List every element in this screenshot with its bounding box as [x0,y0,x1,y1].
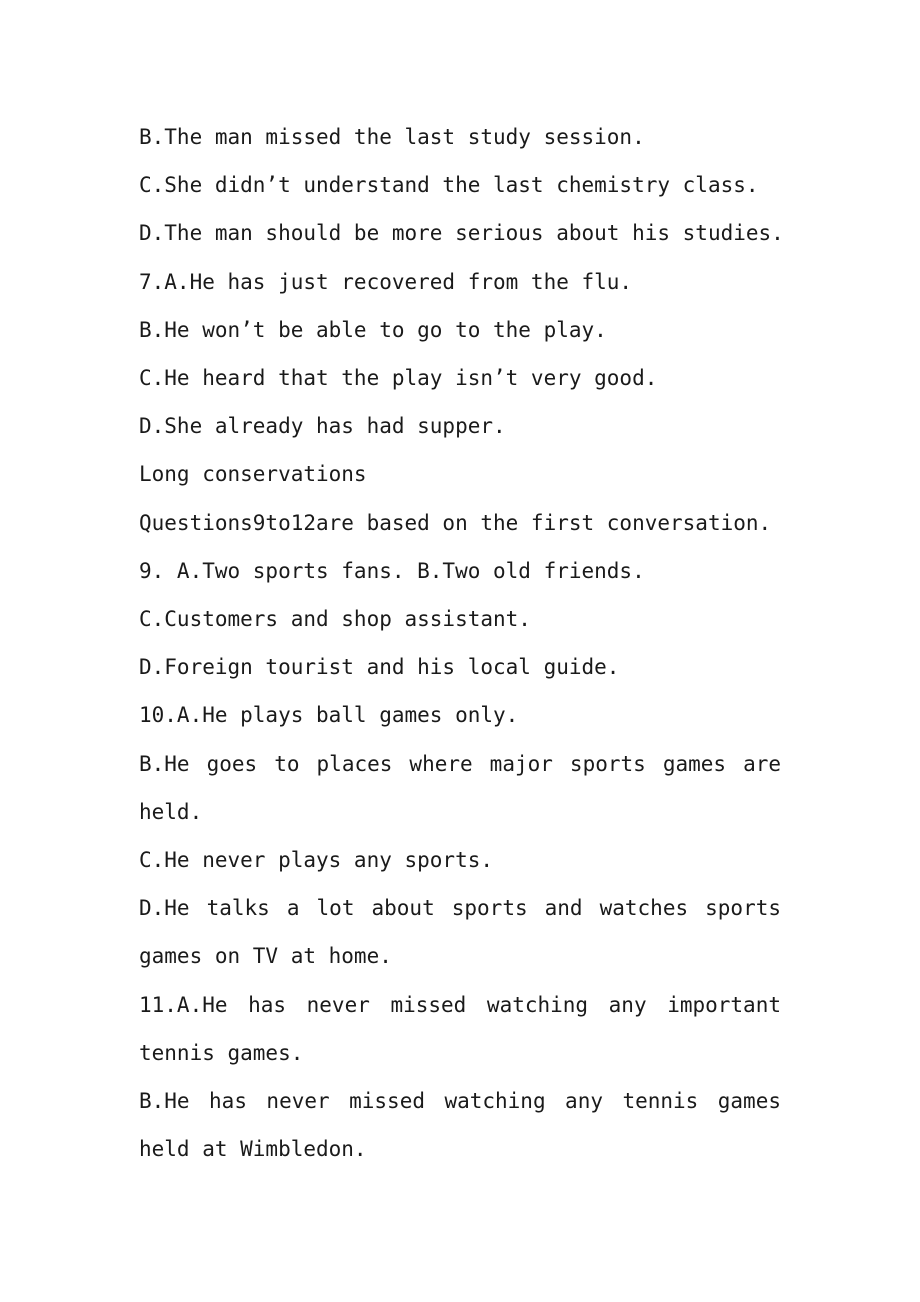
option-line: B.He has never missed watching any tennis games [139,1089,781,1114]
option-line: B.He goes to places where major sports games are [139,751,781,776]
section-instruction: Questions9to12are based on the first conversation. [139,510,772,535]
option-line: C.He heard that the play isn’t very good. [139,366,658,391]
option-line-continuation: tennis games. [139,1040,304,1065]
question-line: 10.A.He plays ball games only. [139,703,519,728]
question-line: 9. A.Two sports fans. B.Two old friends. [139,558,645,583]
option-line: C.He never plays any sports. [139,848,494,873]
question-line: 7.A.He has just recovered from the flu. [139,269,633,294]
option-line: C.She didn’t understand the last chemistry class. [139,173,759,198]
section-heading: Long conservations [139,462,367,487]
option-line-continuation: held. [139,799,203,824]
option-line: D.Foreign tourist and his local guide. [139,655,620,680]
document-page [139,113,784,1173]
option-line: D.He talks a lot about sports and watches sports [139,896,781,921]
option-line: C.Customers and shop assistant. [139,607,531,632]
option-line: D.She already has had supper. [139,414,506,439]
option-line-continuation: games on TV at home. [139,944,392,969]
option-line: B.The man missed the last study session. [139,125,645,149]
option-line-continuation: held at Wimbledon. [139,1137,367,1162]
option-line: B.He won’t be able to go to the play. [139,317,607,342]
option-line: D.The man should be more serious about his studies. [139,221,784,246]
question-line: 11.A.He has never missed watching any important [139,992,781,1017]
